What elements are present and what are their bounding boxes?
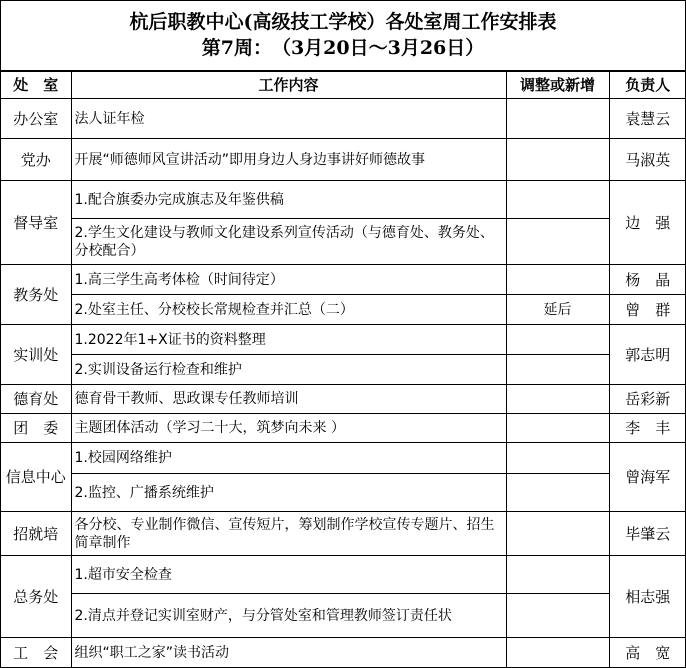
task-cell: 1.超市安全检查 xyxy=(71,556,506,594)
adjust-cell xyxy=(506,265,609,295)
header-adjust: 调整或新增 xyxy=(506,72,609,99)
person-cell: 郭志明 xyxy=(609,325,686,385)
adjust-cell xyxy=(506,474,609,512)
dept-cell: 招就培 xyxy=(1,512,71,556)
task-cell: 开展“师德师风宣讲活动”即用身边人身边事讲好师德故事 xyxy=(71,139,506,181)
adjust-cell xyxy=(506,219,609,265)
dept-cell: 德育处 xyxy=(1,385,71,414)
dept-cell: 教务处 xyxy=(1,265,71,325)
person-cell: 边 强 xyxy=(609,181,686,265)
task-cell: 组织“职工之家”读书活动 xyxy=(71,638,506,668)
person-cell: 曾 群 xyxy=(609,295,686,325)
dept-cell: 督导室 xyxy=(1,181,71,265)
dept-cell: 团 委 xyxy=(1,414,71,443)
task-cell: 各分校、专业制作微信、宣传短片，筹划制作学校宣传专题片、招生简章制作 xyxy=(71,512,506,556)
dept-cell: 实训处 xyxy=(1,325,71,385)
adjust-cell xyxy=(506,99,609,139)
dept-cell: 总务处 xyxy=(1,556,71,638)
task-cell: 2.监控、广播系统维护 xyxy=(71,474,506,512)
person-cell: 袁慧云 xyxy=(609,99,686,139)
task-cell: 法人证年检 xyxy=(71,99,506,139)
person-cell: 毕肇云 xyxy=(609,512,686,556)
adjust-cell xyxy=(506,355,609,385)
adjust-cell xyxy=(506,139,609,181)
task-cell: 德育骨干教师、思政课专任教师培训 xyxy=(71,385,506,414)
adjust-cell xyxy=(506,385,609,414)
person-cell: 曾海军 xyxy=(609,443,686,512)
adjust-cell: 延后 xyxy=(506,295,609,325)
task-cell: 2.处室主任、分校校长常规检查并汇总（二） xyxy=(71,295,506,325)
task-cell: 2.清点并登记实训室财产，与分管处室和管理教师签订责任状 xyxy=(71,594,506,638)
task-cell: 2.实训设备运行检查和维护 xyxy=(71,355,506,385)
task-cell: 主题团体活动（学习二十大，筑梦向未来 ） xyxy=(71,414,506,443)
table-row xyxy=(1,638,686,668)
table-row xyxy=(1,385,686,414)
dept-cell: 信息中心 xyxy=(1,443,71,512)
table-row xyxy=(1,265,686,295)
week-range: 第7周： （3月20日～3月26日） xyxy=(201,37,485,59)
table-row xyxy=(1,594,686,638)
header-person: 负责人 xyxy=(609,72,686,99)
table-row xyxy=(1,99,686,139)
table-row xyxy=(1,512,686,556)
task-cell: 1.高三学生高考体检（时间待定） xyxy=(71,265,506,295)
dept-cell: 党办 xyxy=(1,139,71,181)
table-row xyxy=(1,414,686,443)
table-row xyxy=(1,556,686,594)
header-dept: 处 室 xyxy=(1,72,71,99)
task-cell: 1.配合旗委办完成旗志及年鉴供稿 xyxy=(71,181,506,219)
person-cell: 李 丰 xyxy=(609,414,686,443)
header-content: 工作内容 xyxy=(71,72,506,99)
page-title: 杭后职教中心(高级技工学校）各处室周工作安排表 xyxy=(129,11,557,33)
table-row xyxy=(1,295,686,325)
adjust-cell xyxy=(506,443,609,474)
adjust-cell xyxy=(506,556,609,594)
adjust-cell xyxy=(506,594,609,638)
person-cell: 杨 晶 xyxy=(609,265,686,295)
task-cell: 2.学生文化建设与教师文化建设系列宣传活动（与德育处、教务处、分校配合） xyxy=(71,219,506,265)
adjust-cell xyxy=(506,638,609,668)
adjust-cell xyxy=(506,414,609,443)
task-cell: 1.校园网络维护 xyxy=(71,443,506,474)
person-cell: 岳彩新 xyxy=(609,385,686,414)
table-row xyxy=(1,219,686,265)
header-row xyxy=(1,72,686,99)
dept-cell: 办公室 xyxy=(1,99,71,139)
task-cell: 1.2022年1+X证书的资料整理 xyxy=(71,325,506,355)
person-cell: 马淑英 xyxy=(609,139,686,181)
adjust-cell xyxy=(506,181,609,219)
adjust-cell xyxy=(506,325,609,355)
adjust-cell xyxy=(506,512,609,556)
person-cell: 相志强 xyxy=(609,556,686,638)
table-row xyxy=(1,325,686,355)
table-row xyxy=(1,355,686,385)
table-row xyxy=(1,181,686,219)
table-row xyxy=(1,474,686,512)
title-block xyxy=(1,1,685,71)
person-cell: 高 宽 xyxy=(609,638,686,668)
table-row xyxy=(1,139,686,181)
schedule-table xyxy=(1,71,686,668)
table-row xyxy=(1,443,686,474)
dept-cell: 工 会 xyxy=(1,638,71,668)
